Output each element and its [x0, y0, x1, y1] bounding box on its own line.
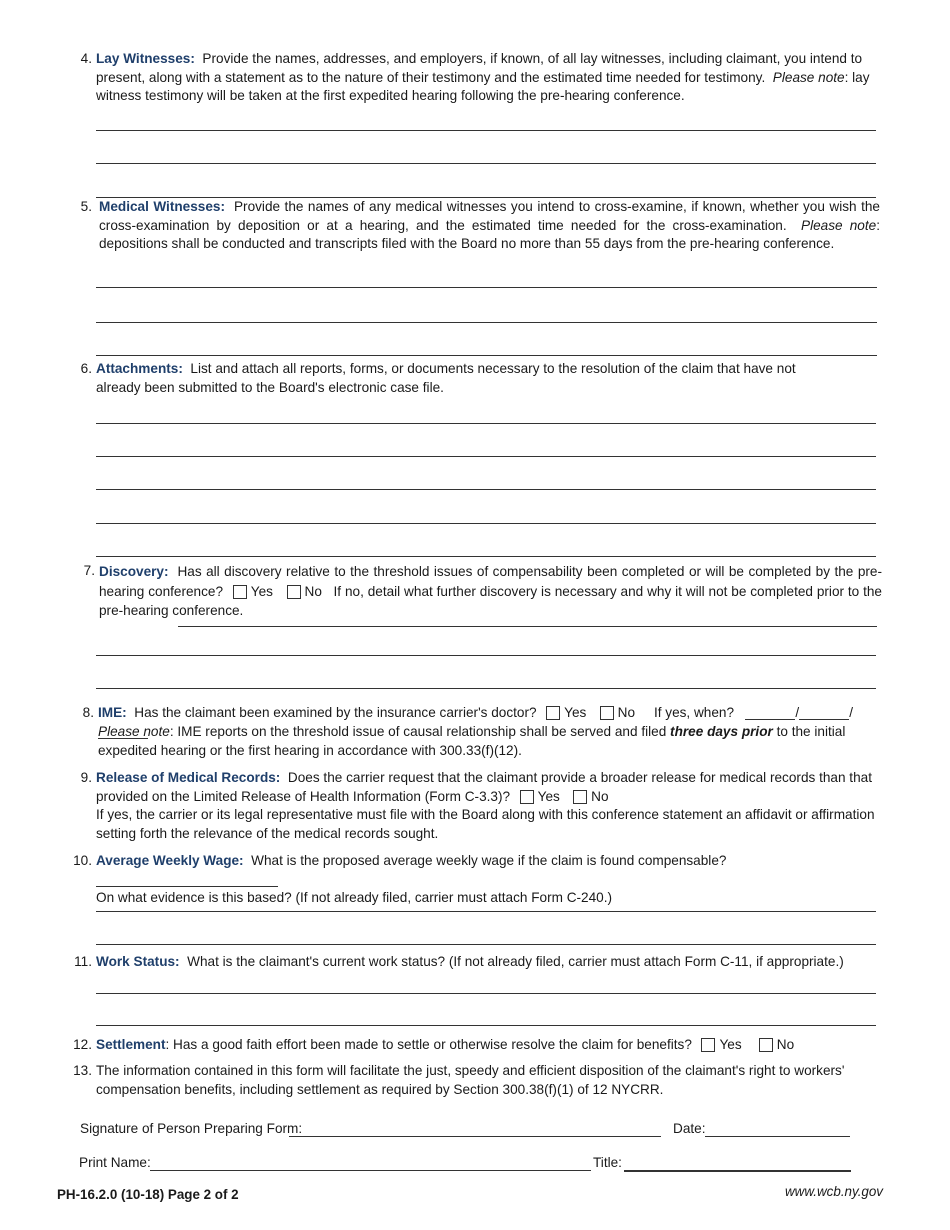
- q12-no-checkbox[interactable]: [759, 1038, 773, 1052]
- q9-yes-label: Yes: [537, 788, 560, 804]
- q5-answer-line-3[interactable]: [96, 355, 877, 356]
- q8-date-month[interactable]: [745, 705, 795, 720]
- q6-answer-line-2[interactable]: [96, 456, 876, 457]
- q10-answer-line-1[interactable]: [96, 911, 876, 912]
- q10-number: 10.: [73, 853, 92, 868]
- q12-yes-checkbox[interactable]: [701, 1038, 715, 1052]
- q12-heading: Settlement: [96, 1037, 166, 1052]
- q12-text: Settlement: Has a good faith effort been made to settle or otherwise resolve the claim for benefits? Yes No: [96, 1037, 795, 1052]
- q11-number: 11.: [74, 954, 92, 969]
- q8-heading: IME:: [98, 705, 127, 720]
- q12-number: 12.: [73, 1037, 92, 1052]
- form-id: PH-16.2.0 (10-18) Page 2 of 2: [57, 1187, 239, 1202]
- q6-answer-line-5[interactable]: [96, 556, 876, 557]
- q8-no-label: No: [617, 705, 636, 720]
- q4-answer-line-1[interactable]: [96, 130, 876, 131]
- q9-no-label: No: [591, 788, 609, 804]
- q6-answer-line-4[interactable]: [96, 523, 876, 524]
- q4-answer-line-2[interactable]: [96, 163, 876, 164]
- q6-answer-line-3[interactable]: [96, 489, 876, 490]
- q7-yes-checkbox[interactable]: [233, 585, 247, 599]
- q7-answer-line-1[interactable]: [178, 626, 877, 627]
- q13-number: 13.: [73, 1063, 92, 1078]
- q6-number: 6.: [80, 361, 92, 376]
- q7-yes-label: Yes: [250, 583, 273, 599]
- print-name-label: Print Name:: [79, 1155, 151, 1170]
- q4-heading: Lay Witnesses:: [96, 51, 195, 66]
- q13-text: The information contained in this form will facilitate the just, speedy and efficient disposition of the claimant's right to workers' compensation benefits, including settlement as required by Section 300.38(f)(1) of 12 NYCRR.: [96, 1063, 845, 1097]
- q5-number: 5.: [80, 199, 92, 214]
- q5-answer-line-2[interactable]: [96, 322, 877, 323]
- q8-note: Please note: IME reports on the threshold issue of causal relationship shall be served and filed three days prior to the initial expedited hearing or the first hearing in accordance with 300.33(f)(12).: [98, 724, 846, 758]
- signature-label: Signature of Person Preparing Form:: [80, 1121, 303, 1136]
- q9-heading: Release of Medical Records:: [96, 770, 281, 785]
- q11-text: Work Status: What is the claimant's current work status? (If not already filed, carrier must attach Form C-11, if appropriate.): [96, 954, 844, 969]
- q10-wage-field[interactable]: [96, 872, 278, 887]
- q7-no-checkbox[interactable]: [287, 585, 301, 599]
- q4-number: 4.: [80, 51, 92, 66]
- q7-number: 7.: [83, 563, 95, 578]
- q5-text: Medical Witnesses: Provide the names of any medical witnesses you intend to cross-examine, if known, whether you wish the cross-examination by deposition or at a hearing, and the estimated time needed for the cross-examination. Please note: depositions shall be conducted and transcripts filed with the Board no more than 55 days from the pre-hearing conference.: [99, 199, 880, 251]
- q12-yes-label: Yes: [719, 1037, 742, 1052]
- title-field[interactable]: [624, 1170, 851, 1172]
- q7-answer-line-3[interactable]: [96, 688, 876, 689]
- print-name-field[interactable]: [150, 1170, 591, 1171]
- q8-date-day[interactable]: [799, 705, 849, 720]
- q7-text: Discovery: Has all discovery relative to the threshold issues of compensability been completed or will be completed by the pre-hearing conference? Yes No If no, detail what further discovery is necessary and why it will not be completed prior to the pre-hearing conference.: [99, 564, 882, 618]
- q6-answer-line-1[interactable]: [96, 423, 876, 424]
- q11-answer-line-1[interactable]: [96, 993, 876, 994]
- q7-heading: Discovery:: [99, 564, 169, 579]
- q9-number: 9.: [80, 770, 92, 785]
- q8-number: 8.: [82, 705, 94, 720]
- q11-heading: Work Status:: [96, 954, 180, 969]
- q9-no-checkbox[interactable]: [573, 790, 587, 804]
- q5-answer-line-1[interactable]: [96, 287, 877, 288]
- date-label: Date:: [673, 1121, 706, 1136]
- q8-yes-checkbox[interactable]: [546, 706, 560, 720]
- signature-field[interactable]: [289, 1136, 661, 1137]
- q10-answer-line-2[interactable]: [96, 944, 876, 945]
- q6-text: Attachments: List and attach all reports, forms, or documents necessary to the resolution of the claim that have not already been submitted to the Board's electronic case file.: [96, 361, 796, 395]
- q8-yes-label: Yes: [564, 705, 587, 720]
- q7-no-label: No: [304, 583, 322, 599]
- q12-no-label: No: [776, 1037, 795, 1052]
- title-label: Title:: [593, 1155, 622, 1170]
- q8-line1: IME: Has the claimant been examined by the insurance carrier's doctor? Yes No If yes, when? / /: [98, 704, 888, 741]
- q9-yes-checkbox[interactable]: [520, 790, 534, 804]
- q8-no-checkbox[interactable]: [600, 706, 614, 720]
- q4-text: Lay Witnesses: Provide the names, addresses, and employers, if known, of all lay witnesses, including claimant, you intend to present, along with a statement as to the nature of their testimony and the estimated time needed for testimony. Please note: lay witness testimony will be taken at the first expedited hearing following the pre-hearing conference.: [96, 51, 870, 103]
- website: www.wcb.ny.gov: [785, 1184, 883, 1199]
- q10-text: Average Weekly Wage: What is the proposed average weekly wage if the claim is found compensable? On what evidence is this based? (If not already filed, carrier must attach Form C-240.): [96, 853, 727, 905]
- q5-heading: Medical Witnesses:: [99, 199, 225, 214]
- q11-answer-line-2[interactable]: [96, 1025, 876, 1026]
- q6-heading: Attachments:: [96, 361, 183, 376]
- q10-heading: Average Weekly Wage:: [96, 853, 244, 868]
- q7-answer-line-2[interactable]: [96, 655, 876, 656]
- q9-text: Release of Medical Records: Does the carrier request that the claimant provide a broader release for medical records than that provided on the Limited Release of Health Information (Form C-3.3)? Yes No If yes, the carrier or its legal representative must file with the Board along with this conference statement an affidavit or affirmation setting forth the relevance of the medical records sought.: [96, 770, 875, 841]
- date-field[interactable]: [705, 1136, 850, 1137]
